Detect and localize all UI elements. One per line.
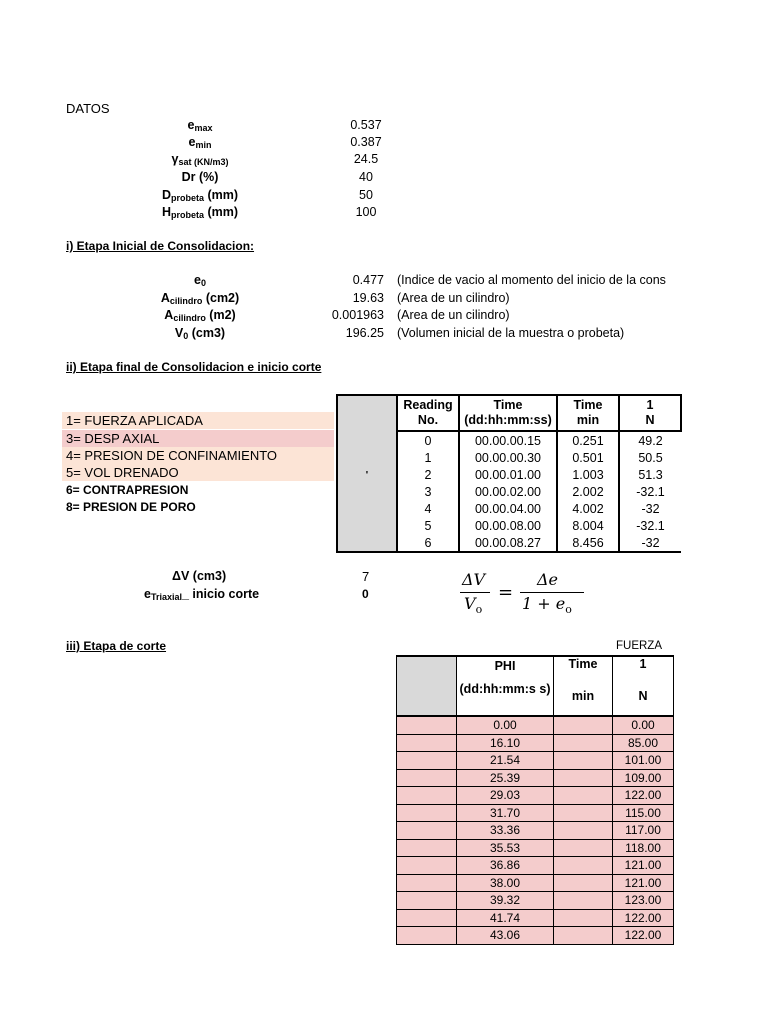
shear-cell-force: 123.00 xyxy=(613,892,674,910)
stage1-value: 0.477 xyxy=(352,273,384,287)
readings-header xyxy=(459,395,557,431)
stage1-label xyxy=(110,291,290,306)
formula-de: Δe xyxy=(537,570,559,589)
shear-cell-blank xyxy=(397,822,457,840)
shear-cell-time xyxy=(554,874,613,892)
label-main: H xyxy=(161,205,171,219)
label-sub: cilindro xyxy=(173,313,206,323)
shear-cell-force: 117.00 xyxy=(613,822,674,840)
readings-cell: 00.00.04.00 xyxy=(459,500,557,517)
label-main: e xyxy=(194,273,201,287)
shear-cell-blank xyxy=(397,752,457,770)
readings-cell: 51.3 xyxy=(619,466,681,483)
shear-cell-time xyxy=(554,927,613,945)
datos-value: 50 xyxy=(359,188,373,202)
shear-cell-phi: 25.39 xyxy=(457,769,554,787)
label-unit: (m2) xyxy=(205,308,236,322)
shear-row xyxy=(397,839,674,857)
label-sub: probeta xyxy=(170,210,204,220)
stage3-title: iii) Etapa de corte xyxy=(66,639,167,653)
legend-item: 4= PRESION DE CONFINAMIENTO xyxy=(62,447,334,464)
shear-row xyxy=(397,822,674,840)
stage1-note: (Area de un cilindro) xyxy=(397,291,510,305)
label-unit: (mm) xyxy=(204,205,239,219)
datos-value: 40 xyxy=(359,170,373,184)
shear-cell-time xyxy=(554,716,613,734)
shear-cell-force: 115.00 xyxy=(613,804,674,822)
shear-row xyxy=(397,787,674,805)
shear-cell-force: 122.00 xyxy=(613,787,674,805)
readings-cell: 0.501 xyxy=(557,449,619,466)
datos-label xyxy=(110,188,290,203)
gray-mark: ' xyxy=(365,469,369,481)
shear-cell-blank xyxy=(397,839,457,857)
shear-row xyxy=(397,804,674,822)
datos-label xyxy=(110,118,290,133)
header-line-1: Time xyxy=(493,398,523,412)
legend-item: 5= VOL DRENADO xyxy=(62,464,334,481)
datos-value: 0.537 xyxy=(350,118,382,132)
readings-cell: 2 xyxy=(424,467,432,482)
readings-cell: 1.003 xyxy=(557,466,619,483)
readings-cell: 3 xyxy=(424,484,432,499)
readings-cell: 5 xyxy=(424,518,432,533)
readings-cell: -32.1 xyxy=(619,483,681,500)
shear-cell-blank xyxy=(397,909,457,927)
shear-cell-force: 118.00 xyxy=(613,839,674,857)
readings-gray-block xyxy=(337,395,397,552)
stage1-label xyxy=(110,273,290,288)
shear-header-phi xyxy=(457,656,554,716)
readings-cell: 50.5 xyxy=(619,449,681,466)
formula-v0: V xyxy=(464,594,476,613)
shear-cell-time xyxy=(554,804,613,822)
readings-cell: 00.00.00.15 xyxy=(459,431,557,449)
stage1-note: (Indice de vacio al momento del inicio de la cons xyxy=(397,273,666,287)
header-line-2: min xyxy=(576,413,600,427)
readings-header xyxy=(397,395,459,431)
readings-header xyxy=(619,395,681,431)
formula-den-right-sub: o xyxy=(565,603,572,617)
shear-cell-force: 121.00 xyxy=(613,857,674,875)
datos-label xyxy=(110,152,290,167)
stage1-label xyxy=(110,308,290,323)
shear-cell-blank xyxy=(397,769,457,787)
label-main: Dr (%) xyxy=(181,170,219,184)
shear-cell-phi: 43.06 xyxy=(457,927,554,945)
shear-cell-force: 85.00 xyxy=(613,734,674,752)
shear-cell-phi: 31.70 xyxy=(457,804,554,822)
shear-cell-phi: 39.32 xyxy=(457,892,554,910)
readings-header-row xyxy=(337,395,681,431)
shear-cell-force: 109.00 xyxy=(613,769,674,787)
header-line-2: No. xyxy=(417,413,439,427)
readings-cell: 00.00.00.30 xyxy=(459,449,557,466)
datos-label xyxy=(110,135,290,150)
readings-cell: 8.456 xyxy=(557,534,619,552)
time-header: Time xyxy=(568,657,598,671)
shear-cell-phi: 35.53 xyxy=(457,839,554,857)
datos-title: DATOS xyxy=(66,101,110,116)
readings-cell: 00.00.08.00 xyxy=(459,517,557,534)
phi-unit: (dd:hh:mm:s s) xyxy=(459,682,551,696)
shear-cell-time xyxy=(554,822,613,840)
shear-cell-time xyxy=(554,734,613,752)
shear-cell-time xyxy=(554,892,613,910)
shear-cell-phi: 0.00 xyxy=(457,716,554,734)
shear-cell-time xyxy=(554,787,613,805)
shear-cell-time xyxy=(554,909,613,927)
readings-cell: 1 xyxy=(424,450,432,465)
readings-cell: 8.004 xyxy=(557,517,619,534)
shear-cell-force: 122.00 xyxy=(613,927,674,945)
shear-cell-blank xyxy=(397,927,457,945)
header-line-1: Time xyxy=(573,398,603,412)
label-sub: max xyxy=(194,123,213,133)
shear-cell-phi: 41.74 xyxy=(457,909,554,927)
formula-v0-sub: o xyxy=(475,603,483,617)
shear-table xyxy=(396,655,674,945)
shear-cell-blank xyxy=(397,857,457,875)
readings-cell: 4 xyxy=(424,501,432,516)
e-triaxial-value: 0 xyxy=(362,587,369,601)
stage2-title: ii) Etapa final de Consolidacion e inicio corte xyxy=(66,360,322,374)
readings-table xyxy=(336,394,682,553)
shear-cell-force: 121.00 xyxy=(613,874,674,892)
readings-cell: -32 xyxy=(619,500,681,517)
shear-cell-blank xyxy=(397,804,457,822)
shear-cell-phi: 21.54 xyxy=(457,752,554,770)
stage1-value: 0.001963 xyxy=(331,308,384,322)
shear-cell-blank xyxy=(397,787,457,805)
readings-cell: 2.002 xyxy=(557,483,619,500)
formula-den-right: 1 + e xyxy=(522,594,566,613)
readings-cell: 0 xyxy=(424,433,432,448)
label-sub: 0 xyxy=(183,331,189,341)
readings-cell: 4.002 xyxy=(557,500,619,517)
dv-value: 7 xyxy=(362,569,370,584)
label-unit: (cm3) xyxy=(188,326,226,340)
legend-item: 1= FUERZA APLICADA xyxy=(62,412,334,429)
shear-cell-force: 122.00 xyxy=(613,909,674,927)
stage1-note: (Area de un cilindro) xyxy=(397,308,510,322)
formula-dv: ΔV xyxy=(462,570,486,589)
readings-cell: 00.00.01.00 xyxy=(459,466,557,483)
shear-row xyxy=(397,927,674,945)
stage1-title: i) Etapa Inicial de Consolidacion: xyxy=(66,239,255,253)
shear-cell-time xyxy=(554,839,613,857)
stage1-label xyxy=(110,326,290,341)
phi-header: PHI xyxy=(494,659,516,673)
shear-cell-time xyxy=(554,752,613,770)
label-unit: (cm2) xyxy=(202,291,240,305)
readings-cell: 0.251 xyxy=(557,431,619,449)
readings-cell: 49.2 xyxy=(619,431,681,449)
shear-row xyxy=(397,874,674,892)
shear-cell-time xyxy=(554,769,613,787)
shear-cell-phi: 36.86 xyxy=(457,857,554,875)
datos-label xyxy=(110,170,290,184)
datos-value: 100 xyxy=(355,205,377,219)
shear-cell-phi: 38.00 xyxy=(457,874,554,892)
e-triaxial-label: $e_{Triaxial}\_$ inicio corte xyxy=(144,587,260,602)
shear-header-row xyxy=(397,656,674,716)
header-line-2: (dd:hh:mm:ss) xyxy=(464,413,552,427)
readings-header xyxy=(557,395,619,431)
fuerza-label: FUERZA xyxy=(616,640,662,652)
shear-row xyxy=(397,909,674,927)
label-main: V xyxy=(174,326,184,340)
shear-row xyxy=(397,716,674,734)
label-main: A xyxy=(164,308,174,322)
label-sub: sat (KN/m3) xyxy=(178,157,229,167)
shear-row xyxy=(397,769,674,787)
label-sub: probeta xyxy=(170,193,204,203)
readings-cell: 6 xyxy=(397,534,459,552)
readings-cell: 00.00.08.27 xyxy=(459,534,557,552)
consolidation-formula xyxy=(460,570,588,618)
label-sub: min xyxy=(195,140,212,150)
shear-cell-blank xyxy=(397,734,457,752)
header-line-1: Reading xyxy=(403,398,453,412)
readings-cell: -32.1 xyxy=(619,517,681,534)
header-line-1: 1 xyxy=(646,398,654,412)
label-main: γ xyxy=(171,152,179,166)
shear-cell-blank xyxy=(397,874,457,892)
shear-header-time xyxy=(554,656,613,716)
label-sub: 0 xyxy=(200,278,206,288)
legend-item: 8= PRESION DE PORO xyxy=(66,500,196,514)
stage1-value: 196.25 xyxy=(345,326,384,340)
shear-cell-blank xyxy=(397,716,457,734)
stage1-value: 19.63 xyxy=(352,291,384,305)
formula-equals: = xyxy=(498,582,514,603)
shear-cell-blank xyxy=(397,892,457,910)
dv-label: ΔV (cm3) xyxy=(172,569,227,583)
label-main: A xyxy=(160,291,170,305)
shear-row xyxy=(397,734,674,752)
shear-row xyxy=(397,752,674,770)
shear-row xyxy=(397,857,674,875)
label-sub: cilindro xyxy=(169,296,203,306)
force-header: 1 xyxy=(639,657,647,671)
datos-label xyxy=(110,205,290,220)
shear-cell-force: 101.00 xyxy=(613,752,674,770)
label-unit: (mm) xyxy=(204,188,239,202)
force-unit: N xyxy=(638,689,648,703)
shear-header-blank xyxy=(397,656,457,716)
header-line-2: N xyxy=(645,413,655,427)
datos-value: 24.5 xyxy=(353,152,379,166)
time-unit: min xyxy=(571,689,595,703)
shear-cell-phi: 16.10 xyxy=(457,734,554,752)
datos-value: 0.387 xyxy=(350,135,382,149)
shear-row xyxy=(397,892,674,910)
shear-header-force xyxy=(613,656,674,716)
legend-item: 3= DESP AXIAL xyxy=(62,430,334,447)
readings-cell: -32 xyxy=(619,534,681,552)
legend-item: 6= CONTRAPRESION xyxy=(66,483,189,497)
shear-cell-phi: 29.03 xyxy=(457,787,554,805)
stage1-note: (Volumen inicial de la muestra o probeta) xyxy=(397,326,625,340)
label-main: e xyxy=(188,135,196,149)
shear-cell-phi: 33.36 xyxy=(457,822,554,840)
shear-cell-time xyxy=(554,857,613,875)
label-main: D xyxy=(161,188,171,202)
readings-cell: 00.00.02.00 xyxy=(459,483,557,500)
label-main: e xyxy=(187,118,195,132)
shear-cell-force: 0.00 xyxy=(613,716,674,734)
